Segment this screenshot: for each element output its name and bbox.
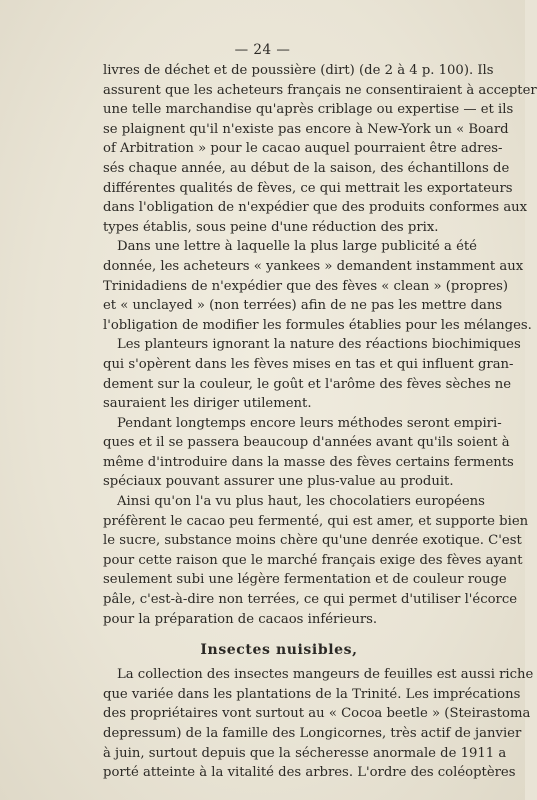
text-line: sés chaque année, au début de la saison, des échantillons de — [103, 160, 510, 176]
paragraph-1 — [103, 61, 537, 237]
text-line: donnée, les acheteurs « yankees » demandent instamment aux — [103, 258, 524, 274]
text-line: porté atteinte à la vitalité des arbres. L'ordre des coléoptères — [103, 765, 516, 781]
page-number: — 24 — — [234, 42, 291, 58]
text-line: ques et il se passera beaucoup d'années avant qu'ils soient à — [103, 435, 510, 451]
text-line: Ainsi qu'on l'a vu plus haut, les chocolatiers européens — [117, 494, 485, 510]
text-line: qui s'opèrent dans les fèves mises en tas et qui influent gran- — [103, 356, 514, 372]
text-line: différentes qualités de fèves, ce qui mettrait les exportateurs — [103, 180, 513, 196]
text-line: Pendant longtemps encore leurs méthodes seront empiri- — [117, 415, 502, 431]
text-line: Les planteurs ignorant la nature des réactions biochimiques — [117, 337, 521, 353]
text-line: Dans une lettre à laquelle la plus large publicité a été — [117, 239, 477, 255]
paragraph-3 — [103, 335, 521, 413]
body-text — [103, 61, 537, 783]
text-line: dement sur la couleur, le goût et l'arôme des fèves sèches ne — [103, 376, 512, 392]
text-line: à juin, surtout depuis que la sécheresse anormale de 1911 a — [103, 745, 507, 761]
text-line: of Arbitration » pour le cacao auquel pourraient être adres- — [103, 141, 503, 157]
text-line: dans l'obligation de n'expédier que des produits conformes aux — [103, 200, 528, 216]
text-line: pour cette raison que le marché français exige des fèves ayant — [103, 552, 523, 568]
text-line: types établis, sous peine d'une réduction des prix. — [103, 219, 439, 235]
paragraph-5 — [103, 492, 529, 629]
text-line: spéciaux pouvant assurer une plus-value au produit. — [103, 474, 454, 490]
text-line: Trinidadiens de n'expédier que des fèves « clean » (propres) — [103, 278, 509, 294]
text-line: même d'introduire dans la masse des fèves certains ferments — [103, 454, 514, 470]
paragraph-2 — [103, 237, 532, 335]
text-line: se plaignent qu'il n'existe pas encore à New-York un « Board — [103, 121, 509, 137]
text-line: sauraient les diriger utilement. — [103, 396, 312, 412]
text-line: assurent que les acheteurs français ne consentiraient à accepter — [103, 82, 537, 98]
text-line: préfèrent le cacao peu fermenté, qui est amer, et supporte bien — [103, 513, 529, 529]
text-line: pâle, c'est-à-dire non terrées, ce qui permet d'utiliser l'écorce — [103, 592, 518, 608]
text-line: le sucre, substance moins chère qu'une denrée exotique. C'est — [103, 533, 522, 549]
text-line: que variée dans les plantations de la Trinité. Les imprécations — [103, 686, 521, 702]
text-line: des propriétaires vont surtout au « Cocoa beetle » (Steirastoma — [103, 706, 531, 722]
text-line: l'obligation de modifier les formules établies pour les mélanges. — [103, 317, 532, 333]
text-line: La collection des insectes mangeurs de feuilles est aussi riche — [117, 667, 534, 683]
section-heading: Insectes nuisibles, — [200, 642, 358, 659]
paragraph-4 — [103, 414, 514, 492]
paragraph-insectes — [103, 665, 534, 783]
text-line: livres de déchet et de poussière (dirt) (de 2 à 4 p. 100). Ils — [103, 63, 494, 78]
text-line: depressum) de la famille des Longicornes, très actif de janvier — [103, 726, 522, 741]
text-line: pour la préparation de cacaos inférieurs. — [103, 611, 378, 627]
text-line: une telle marchandise qu'après criblage ou expertise — et ils — [103, 102, 514, 118]
text-line: et « unclayed » (non terrées) afin de ne pas les mettre dans — [103, 298, 503, 314]
text-line: seulement subi une légère fermentation et de couleur rouge — [103, 572, 507, 588]
